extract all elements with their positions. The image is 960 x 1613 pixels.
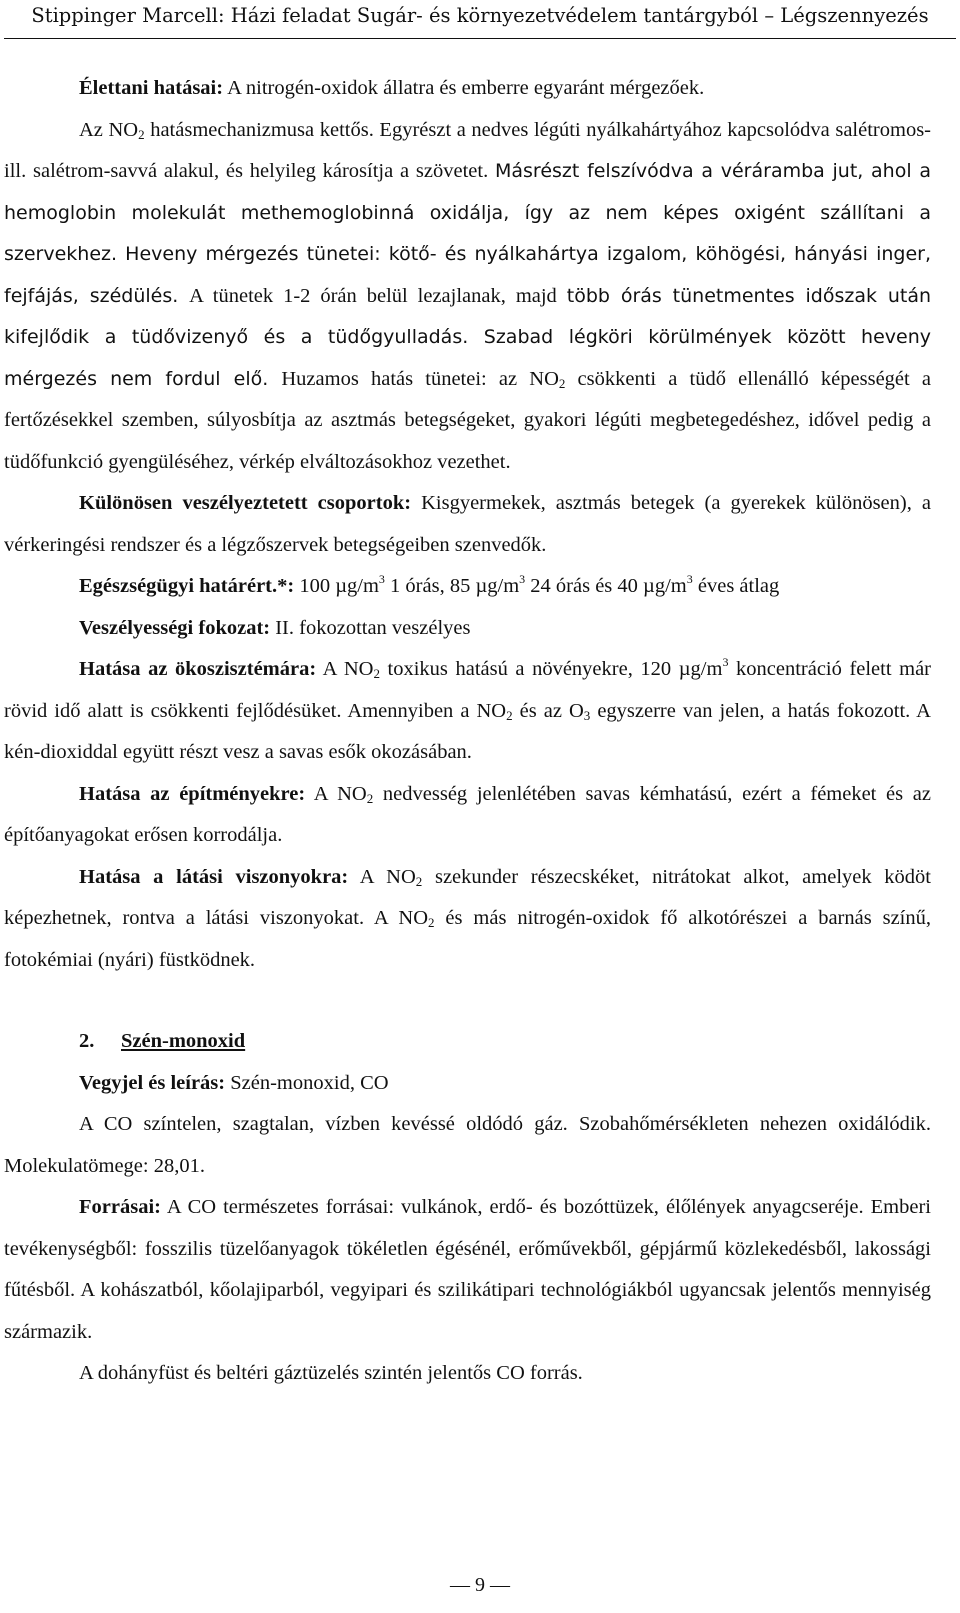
- document-body: [4, 68, 931, 1395]
- paragraph-hazard-level: Veszélyességi fokozat: II. fokozottan veszélyes: [79, 616, 471, 639]
- paragraph-no2-mechanism: Az $NO_2$ hatásmechanizmusa kettős. Egyrészt a nedves légúti nyálkahártyához kapcsolódva salétromos- ill. salétrom-savvá alakul, és helyileg károsítja a szövetet. Másrészt felszívódva a véráramba jut, ahol a hemoglobin molekulát methemoglobinná oxidálja, így az nem képes oxigént szállítani a szervekhez. Heveny mérgezés tünetei: kötő- és nyálkahártya izgalom, köhögési, hányási inger, fejfájás, szédülés. A tünetek 1-2 órán belül lezajlanak, majd több órás tünetmentes időszak után kifejlődik a tüdővizenyő és a tüdőgyulladás. Szabad légköri körülmények között heveny mérgezés nem fordul elő. Huzamos hatás tünetei: az $NO_2$ csökkenti a tüdő ellenálló képességét a fertőzésekkel szemben, súlyosbítja az asztmás betegségeket, gyakori légúti megbetegedéshez, idővel pedig a tüdőfunkció gyengüléséhez, vérkép elváltozásokhoz vezethet.: [4, 118, 932, 473]
- label-symbol-description: Vegyjel és leírás:: [79, 1071, 226, 1094]
- label-risk-groups: Különösen veszélyeztetett csoportok:: [79, 492, 412, 514]
- section-number: 2.: [79, 1030, 95, 1052]
- header-rule: [4, 38, 956, 39]
- label-hazard-level: Veszélyességi fokozat:: [79, 616, 271, 639]
- paragraph-tobacco-smoke: A dohányfüst és beltéri gáztüzelés szintén jelentős CO forrás.: [79, 1362, 583, 1384]
- section-title: Szén-monoxid: [121, 1030, 246, 1052]
- paragraph-symbol-description: Vegyjel és leírás: Szén-monoxid, CO: [79, 1071, 389, 1094]
- paragraph-buildings-effect: Hatása az építményekre: A $NO_2$ nedvesség jelenlétében savas kémhatású, ezért a fémeket és az építőanyagokat erősen korrodálja.: [4, 782, 932, 846]
- paragraph-visibility-effect: Hatása a látási viszonyokra: A $NO_2$ szekunder részecskéket, nitrátokat alkot, amelyek ködöt képezhetnek, rontva a látási viszonyokat. A $NO_2$ és más nitrogén-oxidok fő alkotórészei a barnás színű, fotokémiai (nyári) füstködnek.: [4, 865, 932, 971]
- paragraph-risk-groups: Különösen veszélyeztetett csoportok: Kisgyermekek, asztmás betegek (a gyerekek különösen), a vérkeringési rendszer és a légzőszervek betegségeiben szenvedők.: [4, 492, 931, 556]
- running-header: Stippinger Marcell: Házi feladat Sugár- és környezetvédelem tantárgyból – Légszennyezés: [31, 4, 929, 27]
- label-health-limit: Egészségügyi határért.*:: [79, 575, 295, 597]
- label-sources: Forrásai:: [79, 1196, 161, 1218]
- section-heading-carbon-monoxide: [4, 1021, 931, 1063]
- section-spacer: [4, 981, 931, 1021]
- label-physiological-effects: Élettani hatásai:: [79, 77, 224, 99]
- label-ecosystem-effect: Hatása az ökoszisztémára:: [79, 658, 317, 680]
- label-visibility-effect: Hatása a látási viszonyokra:: [79, 865, 349, 888]
- paragraph-health-limit: Egészségügyi határért.*: 100 $\mu g/m^3$ 1 órás, 85 $\mu g/m^3$ 24 órás és 40 $\mu g/m^3$ éves átlag: [79, 572, 780, 597]
- paragraph-physiological-effects: Élettani hatásai: A nitrogén-oxidok állatra és emberre egyaránt mérgezőek.: [79, 77, 705, 99]
- paragraph-co-properties: A CO színtelen, szagtalan, vízben kevéssé oldódó gáz. Szobahőmérsékleten nehezen oxidálódik. Molekulatömege: 28,01.: [4, 1113, 931, 1177]
- paragraph-ecosystem-effect: Hatása az ökoszisztémára: A $NO_2$ toxikus hatású a növényekre, 120 $\mu g/m^3$ koncentráció felett már rövid idő alatt is csökkenti fejlődésüket. Amennyiben a $NO_2$ és az $O_3$ egyszerre van jelen, a hatás fokozott. A kén-dioxiddal együtt részt vesz a savas esők okozásában.: [4, 655, 931, 763]
- paragraph-sources: Forrásai: A CO természetes forrásai: vulkánok, erdő- és bozóttüzek, élőlények anyagcseréje. Emberi tevékenységből: fosszilis tüzelőanyagok tökéletlen égésénél, erőművekből, gépjármű közlekedésből, lakossági fűtésből. A kohászatból, kőolajiparból, vegyipari és szilikátipari technológiákból ugyancsak jelentős mennyiség származik.: [4, 1196, 931, 1343]
- label-buildings-effect: Hatása az építményekre:: [79, 782, 306, 805]
- page-number: — 9 —: [450, 1574, 510, 1596]
